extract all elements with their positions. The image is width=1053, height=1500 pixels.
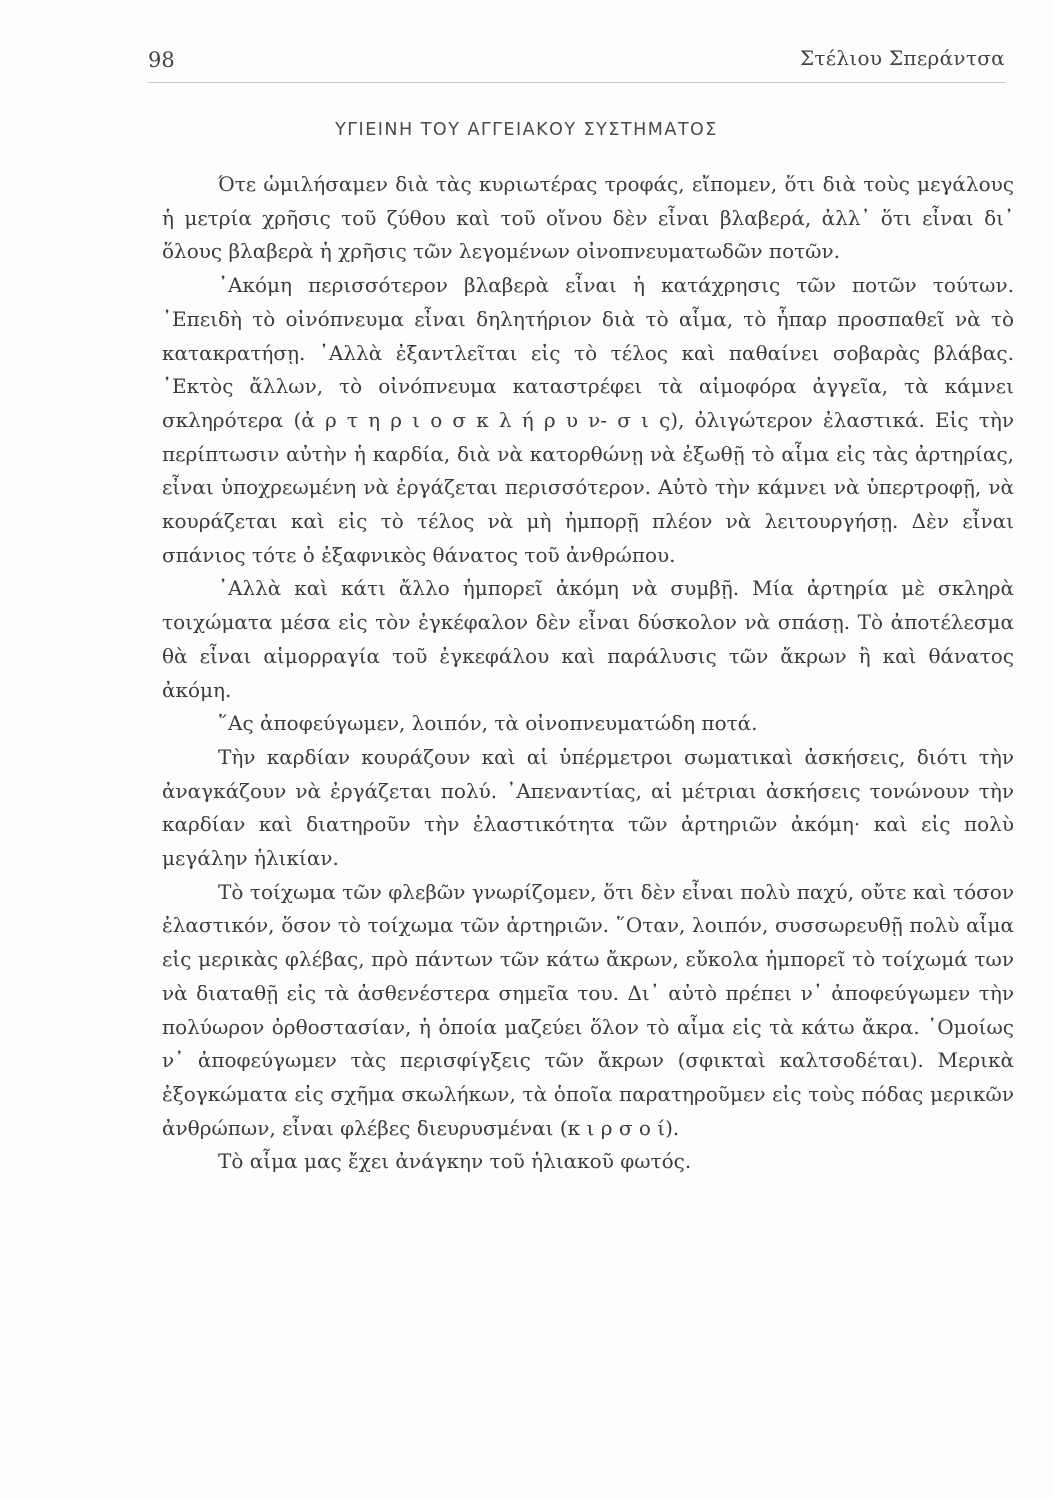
paragraph: Ότε ὡμιλήσαμεν διὰ τὰς κυριωτέρας τροφάς, εἴπομεν, ὅτι διὰ τοὺς μεγάλους ἡ μετρία χρῆσις τοῦ ζύθου καὶ τοῦ οἴνου δὲν εἶναι βλαβερά, ἀλλ᾽ ὅτι εἶναι δι᾽ ὅλους βλαβερὰ ἡ χρῆσις τῶν λεγομένων οἰνοπνευματωδῶν ποτῶν. (162, 172, 1014, 264)
paragraph: ᾽Αλλὰ καὶ κάτι ἄλλο ἠμπορεῖ ἀκόμη νὰ συμβῇ. Μία ἀρτηρία μὲ σκληρὰ τοιχώματα μέσα εἰς τὸν ἐγκέφαλον δὲν εἶναι δύσκολον νὰ σπάσῃ. Τὸ ἀποτέλεσμα θὰ εἶναι αἱμορραγία τοῦ ἐγκεφάλου καὶ παράλυσις τῶν ἄκρων ἢ καὶ θάνατος ἀκόμη. (162, 576, 1014, 702)
paragraph: ᾽Ακόμη περισσότερον βλαβερὰ εἶναι ἡ κατάχρησις τῶν ποτῶν τούτων. ᾽Επειδὴ τὸ οἰνόπνευμα εἶναι δηλητήριον διὰ τὸ αἷμα, τὸ ἧπαρ προσπαθεῖ νὰ τὸ κατακρατήσῃ. ᾽Αλλὰ ἐξαντλεῖται εἰς τὸ τέλος καὶ παθαίνει σοβαρὰς βλάβας. ᾽Εκτὸς ἄλλων, τὸ οἰνόπνευμα καταστρέφει τὰ αἱμοφόρα ἀγγεῖα, τὰ κάμνει σκληρότερα (ἀ ρ τ η ρ ι ο σ κ λ ή ρ υ ν- σ ι ς), ὀλιγώτερον ἐλαστικά. Εἰς τὴν περίπτωσιν αὐτὴν ἡ καρδία, διὰ νὰ κατορθώνῃ νὰ ἐξωθῇ τὸ αἷμα εἰς τὰς ἀρτηρίας, εἶναι ὑποχρεωμένη νὰ ἐργάζεται περισσότερον. Αὐτὸ τὴν κάμνει νὰ ὑπερτροφῇ, νὰ κουράζεται καὶ εἰς τὸ τέλος νὰ μὴ ἠμπορῇ πλέον νὰ λειτουργήσῃ. Δὲν εἶναι σπάνιος τότε ὁ ἐξαφνικὸς θάνατος τοῦ ἀνθρώπου. (162, 273, 1014, 567)
body-text (162, 168, 1014, 1179)
running-head-author: Στέλιου Σπεράντσα (799, 46, 1005, 70)
running-header (148, 42, 1005, 83)
paragraph: Τὸ αἷμα μας ἔχει ἀνάγκην τοῦ ἡλιακοῦ φωτός. (218, 1149, 692, 1174)
section-title: ΥΓΙΕΙΝΗ ΤΟΥ ΑΓΓΕΙΑΚΟΥ ΣΥΣΤΗΜΑΤΟΣ (335, 120, 718, 140)
paragraph: Τὸ τοίχωμα τῶν φλεβῶν γνωρίζομεν, ὅτι δὲν εἶναι πολὺ παχύ, οὔτε καὶ τόσον ἐλαστικόν, ὅσον τὸ τοίχωμα τῶν ἀρτηριῶν. ῞Οταν, λοιπόν, συσσωρευθῇ πολὺ αἷμα εἰς μερικὰς φλέβας, πρὸ πάντων τῶν κάτω ἄκρων, εὔκολα ἠμπορεῖ τὸ τοίχωμά των νὰ διαταθῇ εἰς τὰ ἀσθενέστερα σημεῖα του. Δι᾽ αὐτὸ πρέπει ν᾽ ἀποφεύγωμεν τὴν πολύωρον ὀρθοστασίαν, ἡ ὁποία μαζεύει ὅλον τὸ αἷμα εἰς τὰ κάτω ἄκρα. ῾Ομοίως ν᾽ ἀποφεύγωμεν τὰς περισφίγξεις τῶν ἄκρων (σφικταὶ καλτσοδέται). Μερικὰ ἐξογκώματα εἰς σχῆμα σκωλήκων, τὰ ὁποῖα παρατηροῦμεν εἰς τοὺς πόδας μερικῶν ἀνθρώπων, εἶναι φλέβες διευρυσμέναι (κ ι ρ σ ο ί). (162, 879, 1014, 1140)
paragraph: Τὴν καρδίαν κουράζουν καὶ αἱ ὑπέρμετροι σωματικαὶ ἀσκήσεις, διότι τὴν ἀναγκάζουν νὰ ἐργάζεται πολύ. ᾽Απεναντίας, αἱ μέτριαι ἀσκήσεις τονώνουν τὴν καρδίαν καὶ διατηροῦν τὴν ἐλαστικότητα τῶν ἀρτηριῶν ἀκόμη· καὶ εἰς πολὺ μεγάλην ἡλικίαν. (162, 744, 1014, 871)
page-number: 98 (148, 48, 175, 72)
paragraph: ῞Ας ἀποφεύγωμεν, λοιπόν, τὰ οἰνοπνευματώδη ποτά. (218, 711, 758, 736)
